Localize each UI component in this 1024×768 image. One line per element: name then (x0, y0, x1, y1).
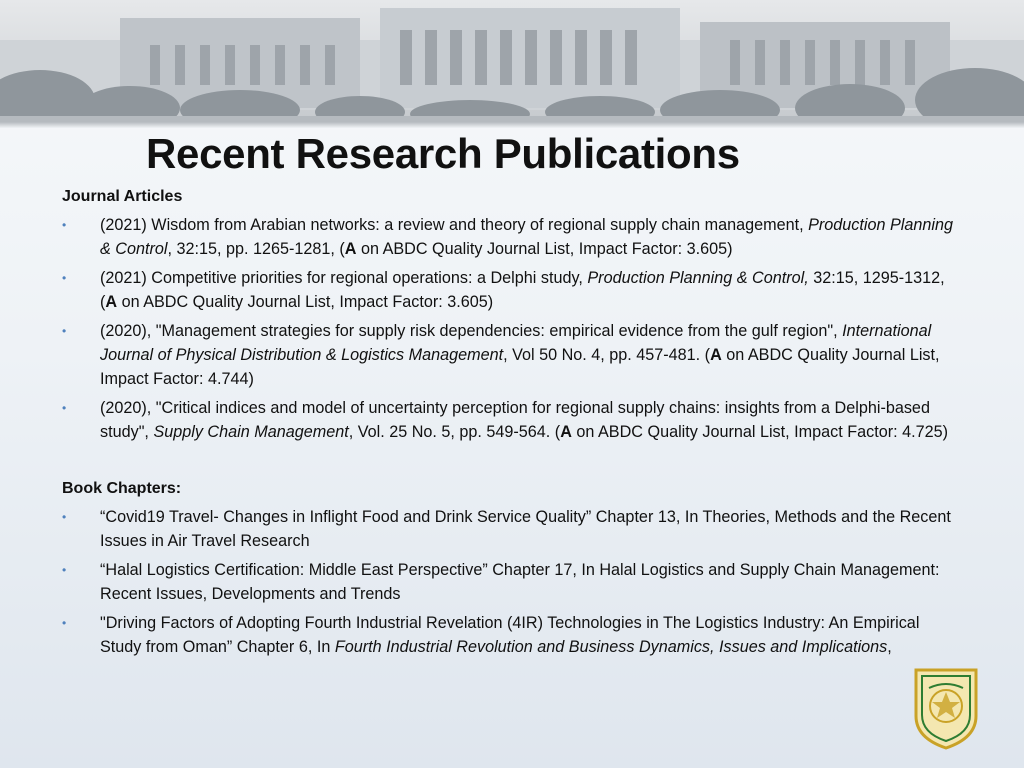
bullet-icon: • (62, 324, 67, 338)
publications-content (62, 185, 962, 664)
list-item: • "Driving Factors of Adopting Fourth Industrial Revelation (4IR) Technologies in The Logistics Industry: An Empirical Study from Oman” Chapter 6, In Fourth Industrial Revolution and Business Dynamics, Issues and Implications, (62, 611, 962, 659)
list-item: • “Halal Logistics Certification: Middle East Perspective” Chapter 17, In Halal Logistics and Supply Chain Management: Recent Issues, Developments and Trends (62, 558, 962, 606)
book-chapters-list (62, 505, 962, 659)
bullet-icon: • (62, 218, 67, 232)
bullet-icon: • (62, 510, 67, 524)
list-item: • “Covid19 Travel- Changes in Inflight Food and Drink Service Quality” Chapter 13, In Theories, Methods and the Recent Issues in Air Travel Research (62, 505, 962, 553)
bullet-icon: • (62, 563, 67, 577)
bullet-icon: • (62, 271, 67, 285)
header-banner-photo (0, 0, 1024, 128)
bullet-icon: • (62, 616, 67, 630)
campus-buildings-image (0, 0, 1024, 128)
list-item: • (2021) Wisdom from Arabian networks: a review and theory of regional supply chain management, Production Planning & Control, 32:15, pp. 1265-1281, (A on ABDC Quality Journal List, Impact Factor: 3.605) (62, 213, 962, 261)
book-chapters-heading: Book Chapters: (62, 480, 182, 497)
slide-title: Recent Research Publications (146, 130, 740, 177)
section-spacer (62, 449, 962, 477)
journal-articles-list (62, 213, 962, 444)
list-item: • (2021) Competitive priorities for regional operations: a Delphi study, Production Planning & Control, 32:15, 1295-1312, (A on ABDC Quality Journal List, Impact Factor: 3.605) (62, 266, 962, 314)
university-crest-icon (911, 666, 981, 750)
journal-articles-heading: Journal Articles (62, 188, 183, 205)
list-item: • (2020), "Critical indices and model of uncertainty perception for regional supply chains: insights from a Delphi-based study", Supply Chain Management, Vol. 25 No. 5, pp. 549-564. (A on ABDC Quality Journal List, Impact Factor: 4.725) (62, 396, 962, 444)
bullet-icon: • (62, 401, 67, 415)
list-item: • (2020), "Management strategies for supply risk dependencies: empirical evidence from the gulf region", International Journal of Physical Distribution & Logistics Management, Vol 50 No. 4, pp. 457-481. (A on ABDC Quality Journal List, Impact Factor: 4.744) (62, 319, 962, 391)
